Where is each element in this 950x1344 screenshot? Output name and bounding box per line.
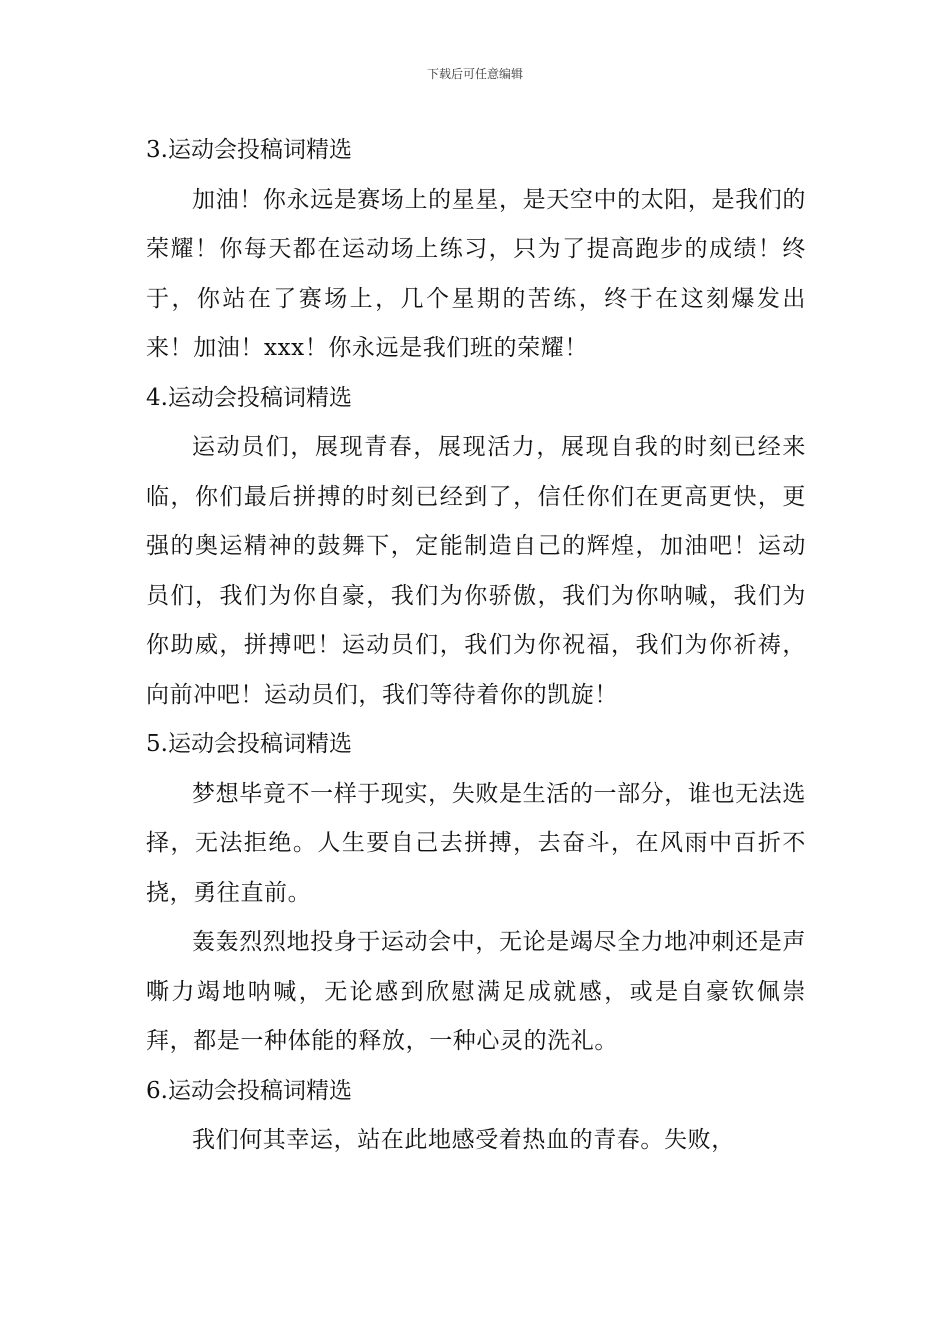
section-title: 3.运动会投稿词精选 — [146, 137, 352, 163]
paragraph: 加油！你永远是赛场上的星星，是天空中的太阳，是我们的荣耀！你每天都在运动场上练习，只为了提高跑步的成绩！终于，你站在了赛场上，几个星期的苦练，终于在这刻爆发出来！加油！xxx！你永远是我们班的荣耀！ — [146, 186, 806, 361]
paragraph: 运动员们，展现青春，展现活力，展现自我的时刻已经来临，你们最后拼搏的时刻已经到了，信任你们在更高更快，更强的奥运精神的鼓舞下，定能制造自己的辉煌，加油吧！运动员们，我们为你自豪，我们为你骄傲，我们为你呐喊，我们为你助威，拼搏吧！运动员们，我们为你祝福，我们为你祈祷，向前冲吧！运动员们，我们等待着你的凯旋！ — [146, 434, 806, 708]
paragraph: 梦想毕竟不一样于现实，失败是生活的一部分，谁也无法选择，无法拒绝。人生要自己去拼搏，去奋斗，在风雨中百折不挠，勇往直前。 — [146, 780, 806, 906]
section-title: 4.运动会投稿词精选 — [146, 384, 352, 411]
paragraph: 轰轰烈烈地投身于运动会中，无论是竭尽全力地冲刺还是声嘶力竭地呐喊，无论感到欣慰满足成就感，或是自豪钦佩崇拜，都是一种体能的释放，一种心灵的洗礼。 — [146, 929, 806, 1054]
document-body — [146, 126, 806, 1166]
section-title: 6.运动会投稿词精选 — [146, 1077, 352, 1104]
paragraph: 我们何其幸运，站在此地感受着热血的青春。失败， — [192, 1127, 735, 1153]
section-title: 5.运动会投稿词精选 — [146, 731, 352, 757]
header-note: 下载后可任意编辑 — [426, 67, 523, 81]
